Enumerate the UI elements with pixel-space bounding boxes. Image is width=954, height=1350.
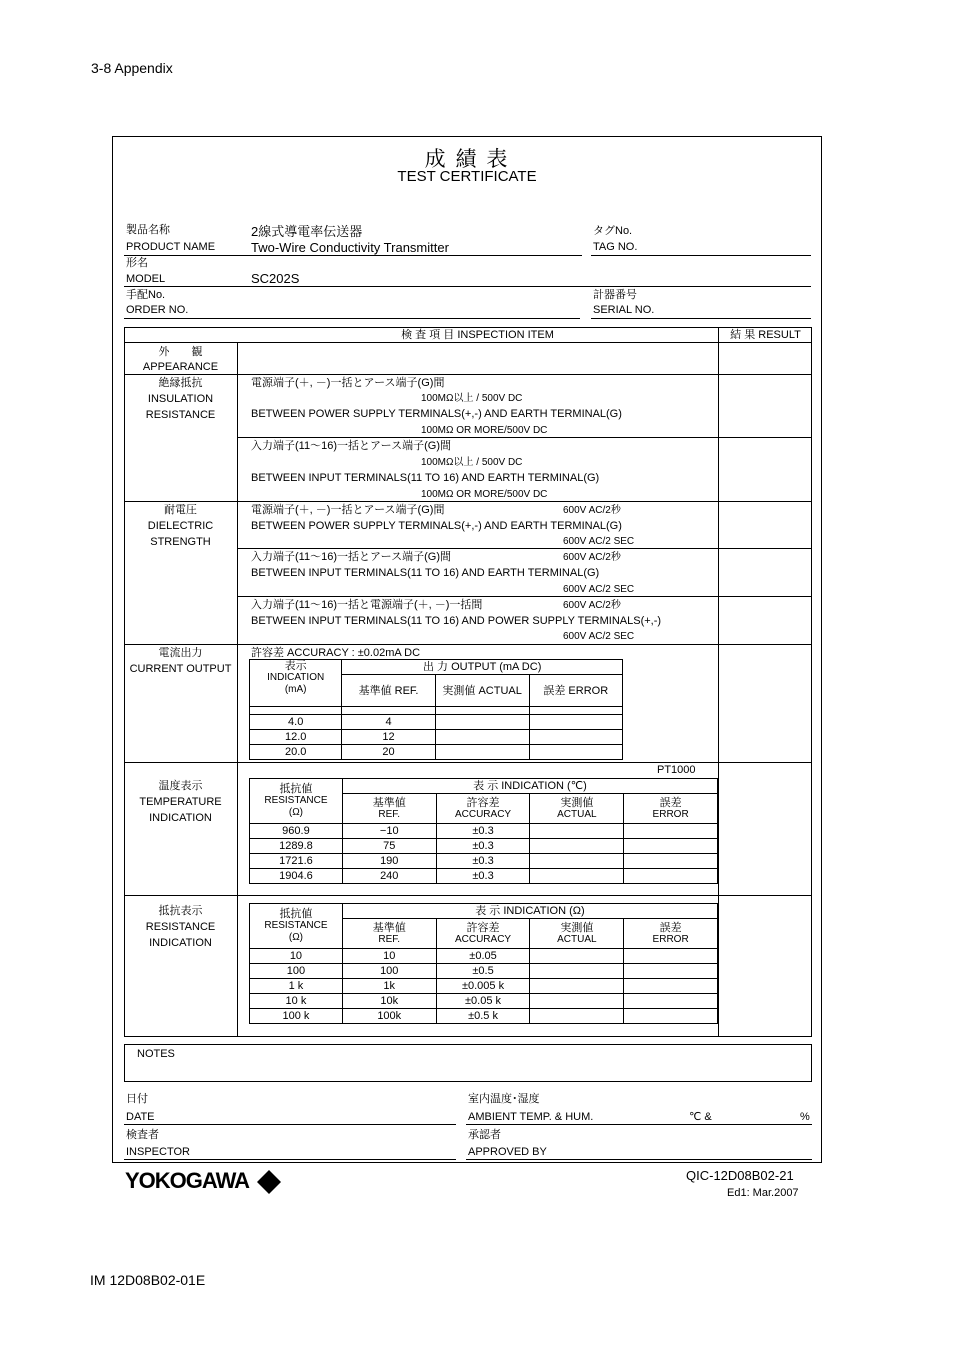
ambient-celsius: ℃ & [689,1111,712,1123]
product-name-value-jp: 2線式導電率伝送器 [251,224,363,239]
page-footer: IM 12D08B02-01E [90,1272,206,1288]
insulation-spec: 100MΩ OR MORE/500V DC [421,489,548,500]
order-label-en: ORDER NO. [126,304,189,316]
error-label-en: ERROR [652,933,689,945]
ambient-label-en: AMBIENT TEMP. & HUM. [468,1111,594,1123]
yokogawa-logo: YOKOGAWA [125,1168,250,1193]
divider [124,318,580,319]
table-cell: 960.9 [250,824,343,839]
approved-label-en: APPROVED BY [468,1146,547,1158]
document-number: QIC-12D08B02-21 [686,1168,794,1183]
resistance-indication-label-en: RESISTANCE [145,921,216,933]
insulation-label-en: INSULATION [147,393,214,405]
indication-label-jp: 表示 [284,660,307,672]
table-cell: 240 [342,869,436,884]
table-cell: 12.0 [250,730,342,745]
error-label-en: ERROR [652,808,689,820]
date-label-en: DATE [126,1111,155,1123]
insulation-label-jp: 絶縁抵抗 [158,377,203,389]
pt1000-label: PT1000 [657,764,696,776]
resistance-unit: (Ω) [288,807,303,818]
dielectric-spec: 入力端子(11〜16)一括と電源端子(＋, －)一括間 [251,599,483,611]
divider [124,255,582,256]
product-name-label-en: PRODUCT NAME [126,241,216,253]
dielectric-value: 600V AC/2 SEC [563,584,635,595]
dielectric-label-en: STRENGTH [150,536,211,548]
actual-label-en: ACTUAL [557,808,597,820]
table-cell: 10 k [250,994,343,1009]
product-name-value-en: Two-Wire Conductivity Transmitter [251,240,449,255]
actual-label-en: ACTUAL [557,933,597,945]
resistance-indication-label-en: INDICATION [149,937,212,949]
table-cell: 1904.6 [250,869,343,884]
current-output-table [249,659,623,760]
error-label-jp: 誤差 [659,921,682,934]
dielectric-value: 600V AC/2 SEC [563,631,635,642]
table-cell: ±0.3 [436,854,530,869]
table-cell: 4.0 [250,715,342,730]
product-name-label-jp: 製品名称 [126,224,170,236]
result-header: 結 果 RESULT [730,329,801,341]
current-output-label-en: CURRENT OUTPUT [129,663,232,675]
table-cell: ±0.5 [436,964,530,979]
table-cell: 1 k [250,979,343,994]
insulation-spec: 電源端子(＋, －)一括とアース端子(G)間 [251,377,445,389]
ref-label-jp: 基準値 [372,796,406,809]
notes-label: NOTES [137,1048,175,1060]
dielectric-label-en: DIELECTRIC [147,520,214,532]
resistance-unit: (Ω) [288,932,303,943]
resistance-table [249,903,718,1024]
table-cell: 1721.6 [250,854,343,869]
error-header: 誤差 ERROR [529,675,623,707]
model-label-en: MODEL [126,273,166,285]
table-cell: ±0.005 k [436,979,530,994]
table-cell: 100 [342,964,436,979]
table-cell: ±0.05 k [436,994,530,1009]
inspector-label-jp: 検査者 [126,1129,159,1141]
resistance-label-en: RESISTANCE [264,920,328,931]
serial-label-en: SERIAL NO. [593,304,655,316]
dielectric-value: 600V AC/2秒 [563,505,621,516]
accuracy-label-jp: 許容差 [466,796,500,809]
diamond-icon [257,1170,281,1194]
appearance-label-en: APPEARANCE [142,361,219,373]
inspector-label-en: INSPECTOR [126,1146,190,1158]
appearance-label-jp: 外 観 [158,346,203,358]
current-accuracy: 許容差 ACCURACY : ±0.02mA DC [251,647,421,659]
dielectric-spec: 入力端子(11〜16)一括とアース端子(G)間 [251,551,451,563]
title-jp: 成 績 表 [424,148,510,171]
table-cell: 20 [342,745,435,760]
test-certificate [112,136,822,1163]
temperature-label-en: TEMPERATURE [139,796,222,808]
resistance-label-jp: 抵抗値 [279,908,313,920]
accuracy-label-jp: 許容差 [466,921,500,934]
ambient-percent: % [800,1111,810,1123]
accuracy-label-en: ACCURACY [454,933,512,945]
table-cell: −10 [342,824,436,839]
actual-header: 実測値 ACTUAL [435,675,529,707]
indication-header: 表 示 INDICATION (Ω) [342,904,717,919]
dielectric-spec: 電源端子(＋, －)一括とアース端子(G)間 [251,504,445,516]
divider [591,255,811,256]
indication-header: 表 示 INDICATION (℃) [342,779,717,794]
temperature-label-en: INDICATION [149,812,212,824]
ref-label-en: REF. [378,808,401,820]
table-cell: ±0.3 [436,839,530,854]
insulation-spec: BETWEEN POWER SUPPLY TERMINALS(+,-) AND EARTH TERMINAL(G) [251,408,622,420]
temperature-label-jp: 温度表示 [158,780,203,792]
ref-header: 基準値 REF. [342,675,435,707]
table-cell: 10k [342,994,436,1009]
ref-label-jp: 基準値 [372,921,406,934]
table-cell: ±0.3 [436,824,530,839]
insulation-spec: 入力端子(11〜16)一括とアース端子(G)間 [251,440,451,452]
table-cell: 1k [342,979,436,994]
resistance-indication-label-jp: 抵抗表示 [158,905,203,917]
tag-label-jp: タグNo. [593,225,633,237]
accuracy-label-en: ACCURACY [454,808,512,820]
notes-box [124,1044,812,1082]
edition: Ed1: Mar.2007 [727,1187,799,1199]
indication-label-en: INDICATION [267,672,325,683]
dielectric-spec: BETWEEN INPUT TERMINALS(11 TO 16) AND POWER SUPPLY TERMINALS(+,-) [251,615,662,627]
table-cell: 10 [342,949,436,964]
tag-label-en: TAG NO. [593,241,638,253]
dielectric-value: 600V AC/2秒 [563,600,621,611]
ambient-label-jp: 室内温度･湿度 [468,1093,540,1105]
table-cell: 12 [342,730,435,745]
table-cell: 10 [250,949,343,964]
dielectric-spec: BETWEEN POWER SUPPLY TERMINALS(+,-) AND EARTH TERMINAL(G) [251,520,622,532]
indication-unit: (mA) [284,684,307,695]
insulation-spec: 100MΩ以上 / 500V DC [421,457,523,468]
title-en: TEST CERTIFICATE [397,168,537,185]
output-header: 出 力 OUTPUT (mA DC) [342,660,623,675]
resistance-label-jp: 抵抗値 [279,783,313,795]
error-label-jp: 誤差 [659,796,682,809]
approved-label-jp: 承認者 [468,1129,501,1141]
table-cell: 190 [342,854,436,869]
table-cell: 75 [342,839,436,854]
table-cell: 100 [250,964,343,979]
table-cell: ±0.3 [436,869,530,884]
divider [124,286,811,287]
inspection-item-header: 検 査 項 目 INSPECTION ITEM [401,329,554,341]
table-cell: ±0.5 k [436,1009,530,1024]
table-cell: 100k [342,1009,436,1024]
table-cell: 100 k [250,1009,343,1024]
table-cell: 1289.8 [250,839,343,854]
page-header: 3-8 Appendix [91,60,173,76]
date-label-jp: 日付 [126,1093,148,1105]
insulation-spec: BETWEEN INPUT TERMINALS(11 TO 16) AND EARTH TERMINAL(G) [251,472,600,484]
serial-label-jp: 計器番号 [593,289,637,301]
divider [591,318,811,319]
dielectric-spec: BETWEEN INPUT TERMINALS(11 TO 16) AND EARTH TERMINAL(G) [251,567,600,579]
dielectric-value: 600V AC/2 SEC [563,536,635,547]
current-output-label-jp: 電流出力 [158,647,203,659]
insulation-spec: 100MΩ OR MORE/500V DC [421,425,548,436]
actual-label-jp: 実測値 [560,796,594,809]
dielectric-label-jp: 耐電圧 [164,504,197,516]
model-value: SC202S [251,271,300,286]
model-label-jp: 形名 [126,257,148,269]
table-cell: 20.0 [250,745,342,760]
table-cell: ±0.05 [436,949,530,964]
temperature-table [249,778,718,884]
actual-label-jp: 実測値 [560,921,594,934]
insulation-spec: 100MΩ以上 / 500V DC [421,393,523,404]
resistance-label-en: RESISTANCE [264,795,328,806]
table-cell: 4 [342,715,435,730]
insulation-label-en: RESISTANCE [145,409,216,421]
ref-label-en: REF. [378,933,401,945]
dielectric-value: 600V AC/2秒 [563,552,621,563]
order-label-jp: 手配No. [126,289,166,301]
